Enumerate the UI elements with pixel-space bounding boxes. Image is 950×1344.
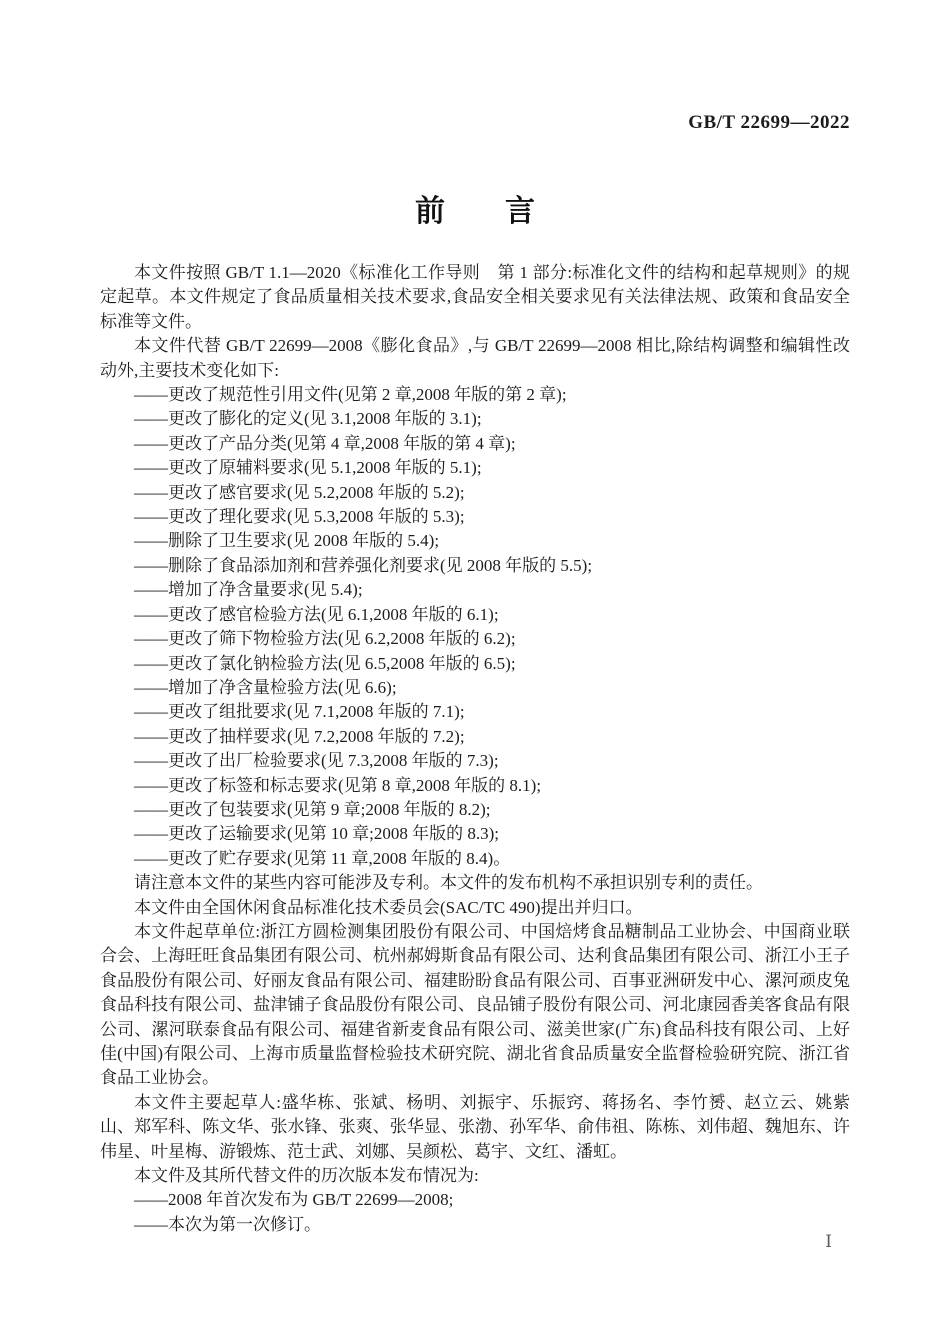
change-item: ——更改了组批要求(见 7.1,2008 年版的 7.1); [134, 702, 465, 722]
change-list [100, 383, 850, 871]
change-item: ——增加了净含量检验方法(见 6.6); [134, 677, 397, 697]
change-item: ——删除了卫生要求(见 2008 年版的 5.4); [134, 531, 440, 551]
history-item: ——本次为第一次修订。 [134, 1214, 321, 1234]
change-item: ——增加了净含量要求(见 5.4); [134, 580, 363, 600]
foreword-title: 前 言 [415, 195, 535, 228]
paragraph-history-intro: 本文件及其所代替文件的历次版本发布情况为: [134, 1166, 479, 1186]
page-number: Ⅰ [825, 1232, 832, 1251]
paragraph-patent-notice: 请注意本文件的某些内容可能涉及专利。本文件的发布机构不承担识别专利的责任。 [134, 873, 763, 893]
change-item: ——更改了感官要求(见 5.2,2008 年版的 5.2); [134, 482, 465, 502]
change-item: ——更改了贮存要求(见第 11 章,2008 年版的 8.4)。 [134, 848, 511, 868]
change-item: ——更改了标签和标志要求(见第 8 章,2008 年版的 8.1); [134, 775, 542, 795]
change-item: ——更改了氯化钠检验方法(见 6.5,2008 年版的 6.5); [134, 653, 516, 673]
standard-number: GB/T 22699—2022 [688, 112, 850, 133]
change-item: ——更改了运输要求(见第 10 章;2008 年版的 8.3); [134, 824, 500, 844]
change-item: ——更改了感官检验方法(见 6.1,2008 年版的 6.1); [134, 604, 499, 624]
paragraph-drafting-rules: 本文件按照 GB/T 1.1—2020《标准化工作导则 第 1 部分:标准化文件的结构和起草规则》的规定起草。本文件规定了食品质量相关技术要求,食品安全相关要求见有关法律法规、政策和食品安全标准等文件。 [100, 263, 850, 331]
paragraph-replaces: 本文件代替 GB/T 22699—2008《膨化食品》,与 GB/T 22699—2008 相比,除结构调整和编辑性改动外,主要技术变化如下: [100, 336, 850, 380]
paragraph-committee: 本文件由全国休闲食品标准化技术委员会(SAC/TC 490)提出并归口。 [134, 897, 643, 917]
change-item: ——删除了食品添加剂和营养强化剂要求(见 2008 年版的 5.5); [134, 555, 593, 575]
change-item: ——更改了规范性引用文件(见第 2 章,2008 年版的第 2 章); [134, 385, 567, 405]
change-item: ——更改了理化要求(见 5.3,2008 年版的 5.3); [134, 507, 465, 527]
foreword-body [100, 261, 850, 1237]
change-item: ——更改了出厂检验要求(见 7.3,2008 年版的 7.3); [134, 751, 499, 771]
paragraph-main-drafters: 本文件主要起草人:盛华栋、张斌、杨明、刘振宇、乐振窍、蒋扬名、李竹赟、赵立云、姚紫山、郑军科、陈文华、张水锋、张爽、张华显、张渤、孙军华、俞伟祖、陈栋、刘伟超、魏旭东、许伟星、叶星梅、游锻炼、范士武、刘娜、吴颜松、葛宇、文红、潘虹。 [100, 1092, 850, 1161]
history-list [100, 1188, 850, 1237]
change-item: ——更改了膨化的定义(见 3.1,2008 年版的 3.1); [134, 409, 482, 429]
change-item: ——更改了抽样要求(见 7.2,2008 年版的 7.2); [134, 726, 465, 746]
paragraph-drafting-organizations: 本文件起草单位:浙江方圆检测集团股份有限公司、中国焙烤食品糖制品工业协会、中国商业联合会、上海旺旺食品集团有限公司、杭州郝姆斯食品有限公司、达利食品集团有限公司、浙江小王子食品股份有限公司、好丽友食品有限公司、福建盼盼食品有限公司、百事亚洲研发中心、漯河顽皮兔食品科技有限公司、盐津铺子食品股份有限公司、良品铺子股份有限公司、河北康园香美客食品有限公司、漯河联泰食品有限公司、福建省新麦食品有限公司、滋美世家(广东)食品科技有限公司、上好佳(中国)有限公司、上海市质量监督检验技术研究院、湖北省食品质量安全监督检验研究院、浙江省食品工业协会。 [100, 921, 850, 1088]
history-item: ——2008 年首次发布为 GB/T 22699—2008; [134, 1190, 454, 1210]
change-item: ——更改了包装要求(见第 9 章;2008 年版的 8.2); [134, 799, 491, 819]
change-item: ——更改了产品分类(见第 4 章,2008 年版的第 4 章); [134, 433, 516, 453]
change-item: ——更改了筛下物检验方法(见 6.2,2008 年版的 6.2); [134, 629, 516, 649]
change-item: ——更改了原辅料要求(见 5.1,2008 年版的 5.1); [134, 458, 482, 478]
